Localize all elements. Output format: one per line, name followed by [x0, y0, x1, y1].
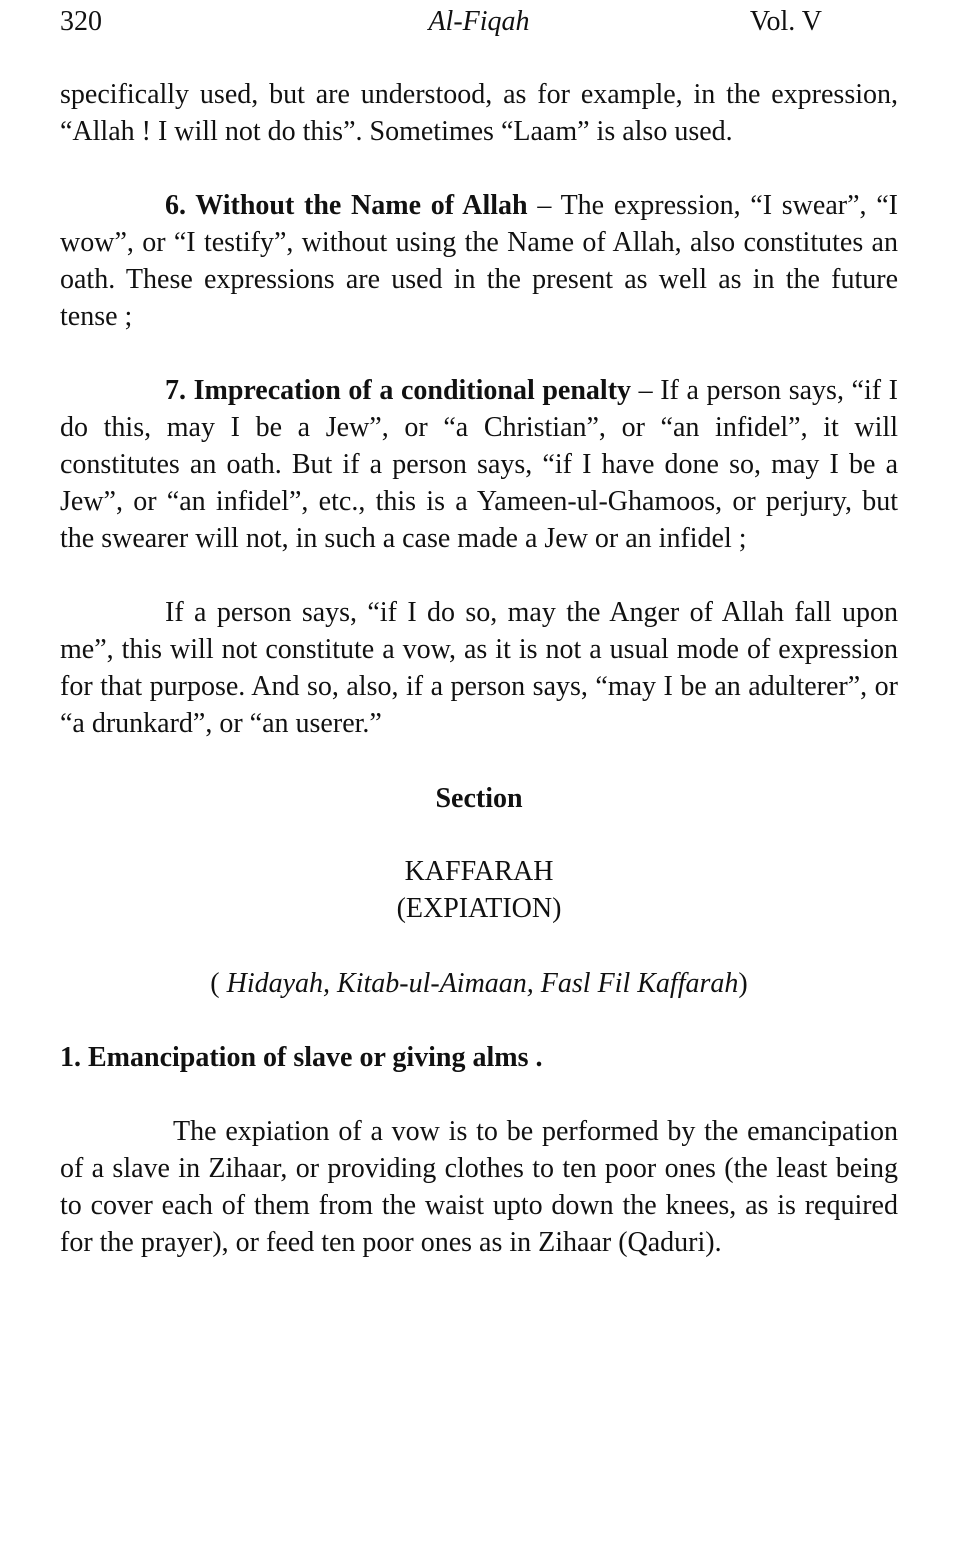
item-6-heading: 6. Without the Name of Allah [165, 190, 528, 221]
paragraph-continuation: specifically used, but are understood, as for example, in the expression, “Allah ! I will not do this”. Sometimes “Laam” is also used. [60, 79, 898, 147]
item-6-text: – The expression, “I swear”, “I wow”, or “I testify”, without using the Name of Allah, also constitutes an oath. These expressions are used in the present as well as in the future tense ; [60, 190, 898, 332]
item-7-heading: 7. Imprecation of a conditional penalty [165, 375, 632, 406]
section-title [60, 853, 898, 927]
expiation-paragraph: The expiation of a vow is to be performed by the emancipation of a slave in Zihaar, or providing clothes to ten poor ones (the least being to cover each of them from the waist upto down the knees, as is required for the prayer), or feed ten poor ones as in Zihaar (Qaduri). [60, 1116, 898, 1258]
page-header [60, 0, 898, 44]
item-7-paragraph [60, 372, 898, 557]
book-title: Al-Fiqah [428, 6, 530, 37]
reference-open: ( [210, 968, 227, 999]
section-title-line-1: KAFFARAH [404, 856, 554, 887]
section-title-line-2: (EXPIATION) [396, 893, 562, 924]
page-number: 320 [60, 6, 102, 37]
volume-label: Vol. V [749, 6, 822, 37]
reference-text: Hidayah, Kitab-ul-Aimaan, Fasl Fil Kaffarah [226, 968, 739, 999]
item-6-paragraph [60, 187, 898, 335]
anger-paragraph: If a person says, “if I do so, may the Anger of Allah fall upon me”, this will not constitute a vow, as it is not a usual mode of expression for that purpose. And so, also, if a person says, “may I be an adulterer”, or “a drunkard”, or “an userer.” [60, 597, 898, 739]
heading-1: 1. Emancipation of slave or giving alms . [60, 1042, 543, 1073]
item-7-text: – If a person says, “if I do this, may I be a Jew”, or “a Christian”, or “an infidel”, it will constitutes an oath. But if a person says, “if I have done so, may I be a Jew”, or “an infidel”, etc., this is a Yameen-ul-Ghamoos, or perjury, but the swearer will not, in such a case made a Jew or an infidel ; [60, 375, 898, 554]
section-reference [60, 965, 898, 1002]
reference-close: ) [738, 968, 748, 999]
section-label: Section [435, 783, 523, 814]
page [60, 0, 898, 1261]
